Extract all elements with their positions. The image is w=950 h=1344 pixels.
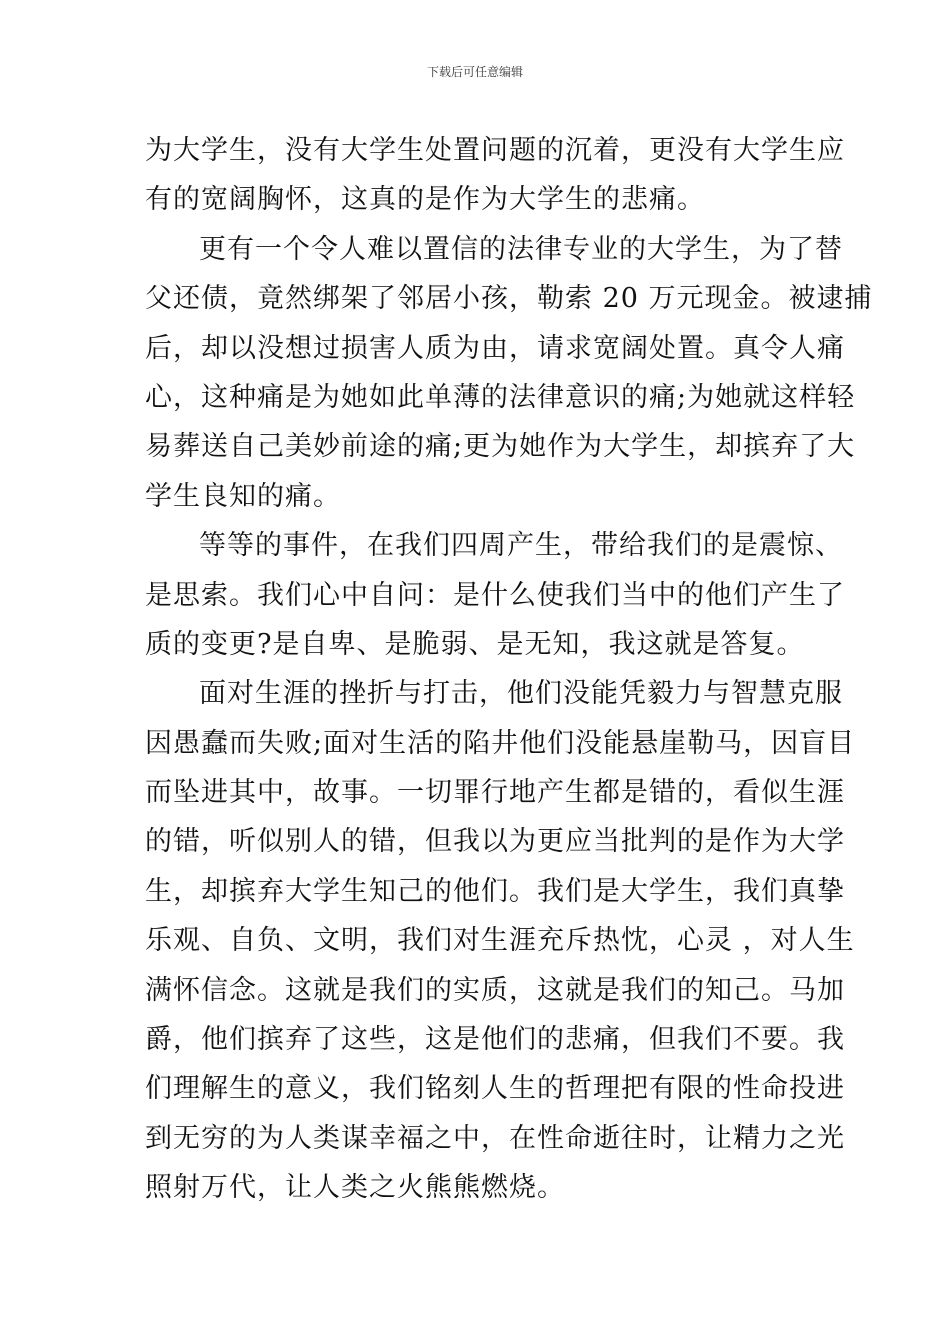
text-line: 父还债，竟然绑架了邻居小孩，勒索 20 万元现金。被逮捕 xyxy=(145,283,873,315)
text-line: 生，却摈弃大学生知己的他们。我们是大学生，我们真挚 xyxy=(145,875,845,907)
text-line: 而坠进其中，故事。一切罪行地产生都是错的，看似生涯 xyxy=(145,777,845,809)
text-line: 易葬送自己美妙前途的痛;更为她作为大学生，却摈弃了大 xyxy=(145,431,856,463)
document-body xyxy=(145,126,873,1213)
text-line: 乐观、自负、文明，我们对生涯充斥热忱，心灵 ，对人生 xyxy=(145,925,855,957)
page-header: 下载后可任意编辑 xyxy=(426,65,523,79)
text-line: 有的宽阔胸怀，这真的是作为大学生的悲痛。 xyxy=(145,184,705,216)
text-line: 因愚蠢而失败;面对生活的陷井他们没能悬崖勒马，因盲目 xyxy=(145,727,856,759)
text-line: 学生良知的痛。 xyxy=(145,480,341,512)
text-line: 心，这种痛是为她如此单薄的法律意识的痛;为她就这样轻 xyxy=(145,381,856,413)
text-line: 是思索。我们心中自问：是什么使我们当中的他们产生了 xyxy=(145,579,845,611)
text-line: 爵，他们摈弃了这些，这是他们的悲痛，但我们不要。我 xyxy=(145,1024,845,1056)
text-line: 质的变更?是自卑、是脆弱、是无知，我这就是答复。 xyxy=(145,628,805,660)
paragraph-first-line: 面对生涯的挫折与打击，他们没能凭毅力与智慧克服 xyxy=(199,678,843,710)
text-line: 为大学生，没有大学生处置问题的沉着，更没有大学生应 xyxy=(145,135,845,166)
text-line: 到无穷的为人类谋幸福之中，在性命逝往时，让精力之光 xyxy=(145,1122,845,1154)
text-line: 的错，听似别人的错，但我以为更应当批判的是作为大学 xyxy=(145,826,845,858)
paragraph-first-line: 更有一个令人难以置信的法律专业的大学生，为了替 xyxy=(199,233,843,265)
text-line: 们理解生的意义，我们铭刻人生的哲理把有限的性命投进 xyxy=(145,1073,845,1105)
text-line: 后，却以没想过损害人质为由，请求宽阔处置。真令人痛 xyxy=(145,332,845,364)
text-line: 照射万代，让人类之火熊熊燃烧。 xyxy=(145,1172,565,1204)
text-line: 满怀信念。这就是我们的实质，这就是我们的知己。马加 xyxy=(145,974,845,1006)
paragraph-first-line: 等等的事件，在我们四周产生，带给我们的是震惊、 xyxy=(199,530,843,562)
